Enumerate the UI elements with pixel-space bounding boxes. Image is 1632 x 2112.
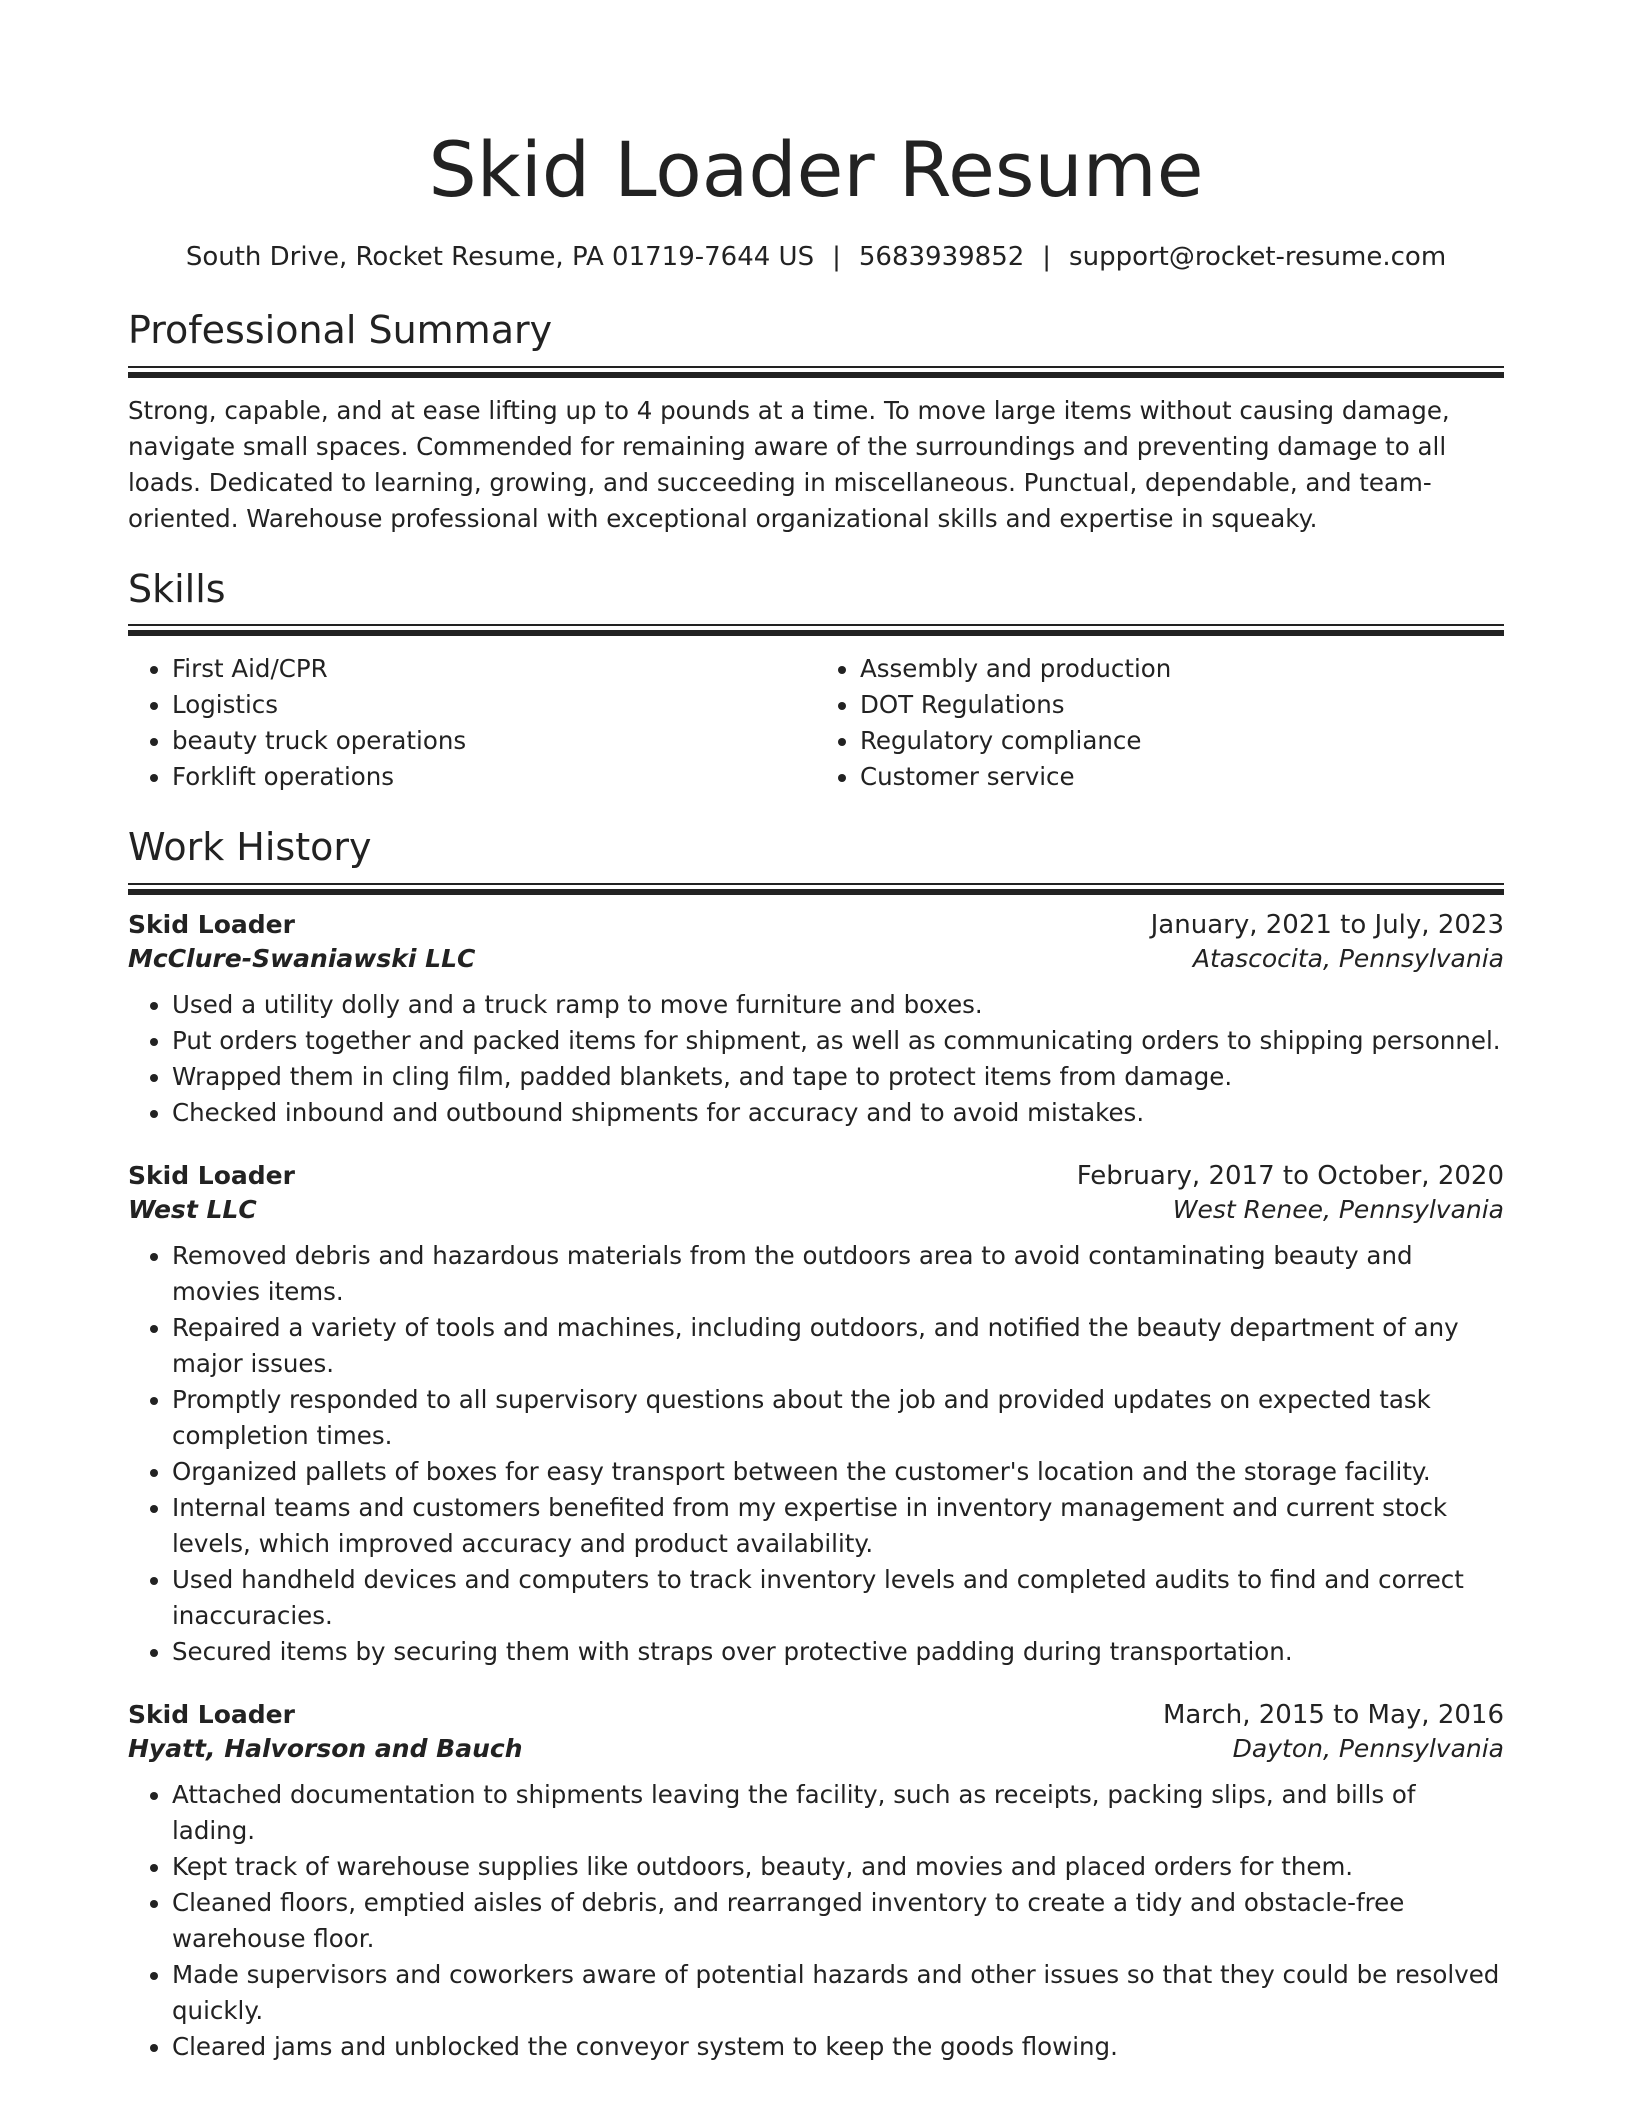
skills-heading: Skills xyxy=(128,566,226,611)
job-bullet: • Secured items by securing them with straps over protective padding during transportation. xyxy=(172,1634,1504,1670)
job-bullet: • Kept track of warehouse supplies like outdoors, beauty, and movies and placed orders for them. xyxy=(172,1849,1504,1885)
job-bullet: • Promptly responded to all supervisory questions about the job and provided updates on expected task completion times. xyxy=(172,1382,1504,1454)
resume-title: Skid Loader Resume xyxy=(428,125,1204,214)
contact-separator: | xyxy=(1042,242,1052,272)
job-dates: March, 2015 to May, 2016 xyxy=(1162,1699,1504,1730)
job-bullets xyxy=(128,1777,1504,2065)
contact-address: South Drive, Rocket Resume, PA 01719-7644 US xyxy=(185,242,815,272)
job-header-row xyxy=(128,1161,1504,1191)
job-title: Skid Loader xyxy=(128,1699,295,1729)
job-bullet: • Internal teams and customers benefited from my expertise in inventory management and current stock levels, which improved accuracy and product availability. xyxy=(172,1490,1504,1562)
skills-list-left xyxy=(128,651,816,795)
contact-email[interactable]: support@rocket-resume.com xyxy=(1069,242,1447,272)
job-company: Hyatt, Halvorson and Bauch xyxy=(128,1733,523,1763)
job-location: West Renee, Pennsylvania xyxy=(1172,1194,1504,1224)
job-bullet: • Put orders together and packed items for shipment, as well as communicating orders to shipping personnel. xyxy=(172,1023,1504,1059)
job-bullet: • Checked inbound and outbound shipments for accuracy and to avoid mistakes. xyxy=(172,1095,1504,1131)
job-bullet: • Removed debris and hazardous materials from the outdoors area to avoid contaminating beauty and movies items. xyxy=(172,1238,1504,1310)
summary-text: Strong, capable, and at ease lifting up to 4 pounds at a time. To move large items without causing damage, navigate small spaces. Commended for remaining aware of the surroundings and preventing damage to all loads. Dedicated to learning, growing, and succeeding in miscellaneous. Punctual, dependable, and team-oriented. Warehouse professional with exceptional organizational skills and expertise in squeaky. xyxy=(128,395,1450,533)
job-bullet: • Used a utility dolly and a truck ramp to move furniture and boxes. xyxy=(172,987,1504,1023)
skill-item: • First Aid/CPR xyxy=(172,651,816,687)
contact-phone: 5683939852 xyxy=(858,242,1025,272)
job-bullet: • Used handheld devices and computers to track inventory levels and completed audits to find and correct inaccuracies. xyxy=(172,1562,1504,1634)
skill-item: • Assembly and production xyxy=(860,651,1504,687)
job-dates: February, 2017 to October, 2020 xyxy=(1076,1160,1504,1191)
job-header-row xyxy=(128,1700,1504,1730)
job-dates: January, 2021 to July, 2023 xyxy=(1150,909,1504,940)
job-company: McClure-Swaniawski LLC xyxy=(128,943,476,973)
job-bullet: • Cleaned floors, emptied aisles of debris, and rearranged inventory to create a tidy and obstacle-free warehouse floor. xyxy=(172,1885,1504,1957)
job-bullet: • Cleared jams and unblocked the conveyor system to keep the goods flowing. xyxy=(172,2029,1504,2065)
contact-separator: | xyxy=(832,242,841,272)
job-company-row xyxy=(128,1195,1504,1224)
section-divider xyxy=(128,883,1504,888)
job-bullet: • Repaired a variety of tools and machines, including outdoors, and notified the beauty department of any major issues. xyxy=(172,1310,1504,1382)
skills-grid xyxy=(128,651,1504,795)
job-bullet: • Wrapped them in cling film, padded blankets, and tape to protect items from damage. xyxy=(172,1059,1504,1095)
skills-list-right xyxy=(816,651,1504,795)
job-bullet: • Attached documentation to shipments leaving the facility, such as receipts, packing slips, and bills of lading. xyxy=(172,1777,1504,1849)
job-header-row xyxy=(128,910,1504,940)
work-history-section xyxy=(128,825,1504,2065)
summary-section xyxy=(128,308,1504,537)
job-company: West LLC xyxy=(128,1194,257,1224)
job-title: Skid Loader xyxy=(128,1160,295,1190)
job-bullet: • Made supervisors and coworkers aware of potential hazards and other issues so that they could be resolved quickly. xyxy=(172,1957,1504,2029)
section-divider xyxy=(128,624,1504,629)
job-location: Atascocita, Pennsylvania xyxy=(1192,943,1504,973)
work-history-heading: Work History xyxy=(128,825,372,870)
job-company-row xyxy=(128,944,1504,973)
job-bullets xyxy=(128,987,1504,1131)
skill-item: • Logistics xyxy=(172,687,816,723)
skill-item: • DOT Regulations xyxy=(860,687,1504,723)
skill-item: • Customer service xyxy=(860,759,1504,795)
summary-heading: Professional Summary xyxy=(128,308,553,352)
skill-item: • Forklift operations xyxy=(172,759,816,795)
skill-item: • beauty truck operations xyxy=(172,723,816,759)
skill-item: • Regulatory compliance xyxy=(860,723,1504,759)
job-entry xyxy=(128,1700,1504,2065)
job-company-row xyxy=(128,1734,1504,1763)
job-bullet: • Organized pallets of boxes for easy transport between the customer's location and the storage facility. xyxy=(172,1454,1504,1490)
section-divider xyxy=(128,366,1504,371)
job-entry xyxy=(128,1161,1504,1670)
job-location: Dayton, Pennsylvania xyxy=(1232,1733,1504,1763)
job-bullets xyxy=(128,1238,1504,1670)
contact-line xyxy=(128,242,1504,272)
skills-section xyxy=(128,567,1504,796)
job-title: Skid Loader xyxy=(128,909,295,939)
job-entry xyxy=(128,910,1504,1131)
